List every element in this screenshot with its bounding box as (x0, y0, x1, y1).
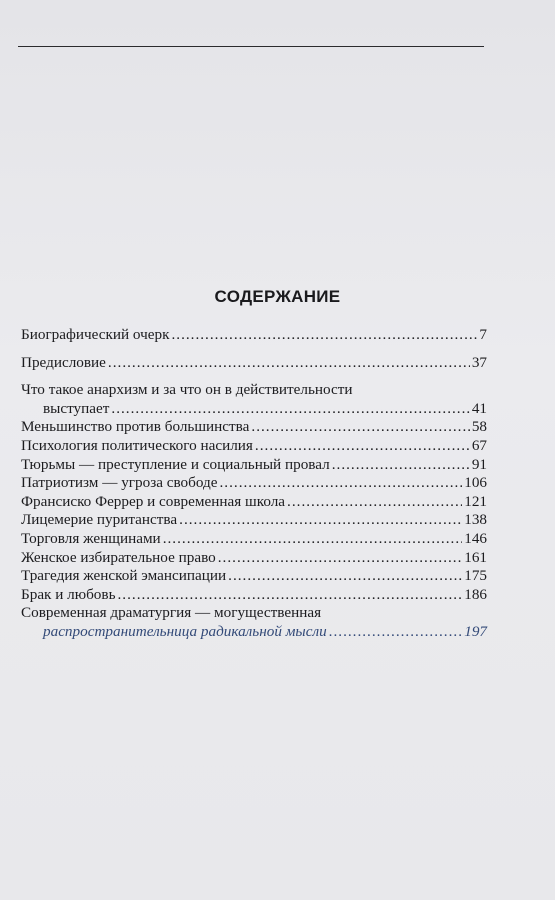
toc-entry-title: Предисловие (21, 353, 106, 371)
leader-dots (218, 549, 462, 568)
toc-entry (21, 493, 487, 512)
leader-dots (255, 437, 470, 456)
toc-entry-title: Франсиско Феррер и современная школа (21, 492, 286, 510)
toc-entry-title: Лицемерие пуританства (21, 511, 178, 529)
toc-entry (21, 437, 487, 456)
leader-dots (111, 400, 469, 419)
leader-dots (251, 418, 469, 437)
leader-dots (179, 511, 462, 530)
toc-entry-title-line2: выступает (43, 399, 110, 417)
toc-entry-page: 58 (471, 418, 487, 436)
leader-dots (163, 530, 463, 549)
leader-dots (228, 567, 462, 586)
table-of-contents (21, 326, 487, 642)
leader-dots (329, 623, 463, 642)
leader-dots (118, 586, 463, 605)
toc-entry-continuation (21, 623, 487, 642)
toc-entry-title: Патриотизм — угроза свободе (21, 474, 218, 492)
toc-entry (21, 474, 487, 493)
leader-dots (220, 474, 463, 493)
toc-entry-continuation (21, 400, 487, 419)
toc-entry-title: Трагедия женской эмансипации (21, 567, 227, 585)
toc-entry-page: 161 (464, 548, 487, 566)
toc-entry (21, 567, 487, 586)
toc-entry (21, 326, 487, 345)
toc-entry-title: Меньшинство против большинства (21, 418, 250, 436)
page-title: СОДЕРЖАНИЕ (214, 287, 341, 306)
leader-dots (287, 493, 462, 512)
toc-entry-title: Психология политического насилия (21, 436, 253, 454)
leader-dots (108, 354, 470, 373)
toc-entry-title: Биографический очерк (21, 326, 170, 343)
toc-entry-title-line1: Современная драматургия — могущественная (21, 604, 322, 622)
toc-entry-page: 138 (464, 511, 487, 529)
toc-entry-page: 7 (479, 326, 487, 343)
toc-entry (21, 456, 487, 475)
toc-entry (21, 530, 487, 549)
header-rule (18, 46, 484, 47)
toc-entry-page: 91 (471, 455, 487, 473)
toc-entry (21, 381, 487, 418)
toc-entry-page: 175 (464, 567, 487, 585)
toc-entry-title: Женское избирательное право (21, 548, 216, 566)
toc-entry (21, 549, 487, 568)
toc-entry-title-line2: распространительница радикальной мысли (43, 622, 327, 640)
toc-entry (21, 586, 487, 605)
toc-entry-title: Тюрьмы — преступление и социальный провал (21, 455, 330, 473)
toc-entry-page: 186 (464, 585, 487, 603)
toc-entry-page: 67 (471, 436, 487, 454)
leader-dots (332, 456, 470, 475)
toc-entry-title: Торговля женщинами (21, 529, 161, 547)
toc-entry (21, 418, 487, 437)
toc-entry-title-line1: Что такое анархизм и за что он в действительности (21, 381, 353, 399)
toc-entry (21, 511, 487, 530)
toc-entry-page: 197 (464, 622, 487, 640)
toc-entry (21, 354, 487, 373)
toc-entry (21, 604, 487, 641)
toc-entry-page: 106 (464, 474, 487, 492)
toc-entry-page: 37 (471, 353, 487, 371)
leader-dots (171, 326, 477, 345)
toc-entry-page: 41 (471, 399, 487, 417)
toc-entry-title: Брак и любовь (21, 585, 116, 603)
toc-entry-page: 146 (464, 529, 487, 547)
toc-entry-page: 121 (464, 492, 487, 510)
